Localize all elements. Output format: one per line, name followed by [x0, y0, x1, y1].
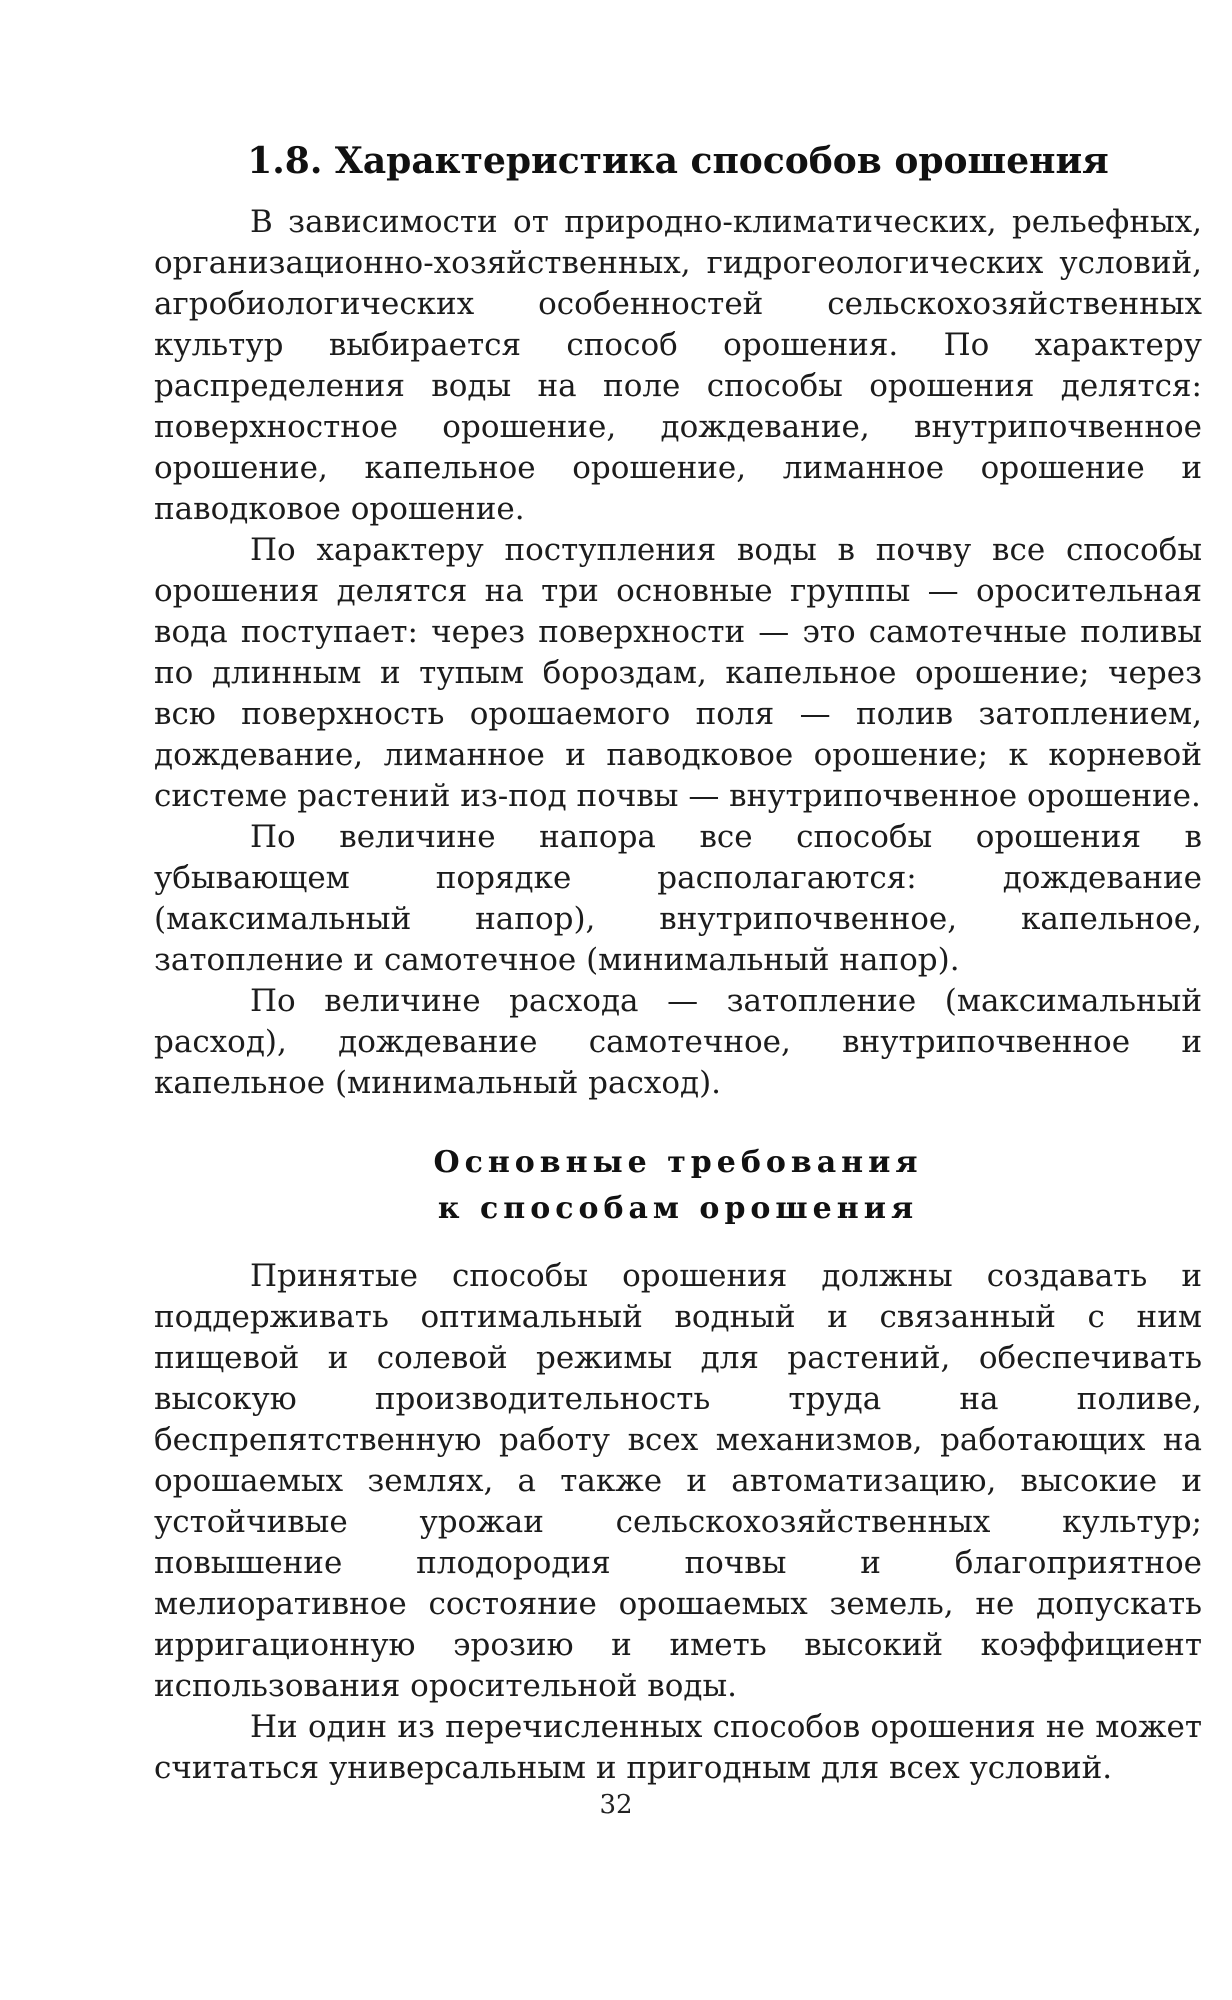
section-title: 1.8. Характеристика способов орошения: [247, 140, 1109, 182]
subsection-title: [154, 1140, 1202, 1232]
paragraph-4: По величине расхода — затопление (максимальный расход), дождевание самотечное, внутрипочвенное и капельное (минимальный расход).: [154, 983, 1202, 1101]
subsection-title-line-1: Основные требования: [433, 1145, 923, 1180]
paragraph-6: Ни один из перечисленных способов орошения не может считаться универсальным и пригодным для всех условий.: [154, 1709, 1202, 1786]
paragraph-3: По величине напора все способы орошения в убывающем порядке располагаются: дождевание (максимальный напор), внутрипочвенное, капельное, затопление и самотечное (минимальный напор).: [154, 819, 1202, 978]
paragraph-5: Принятые способы орошения должны создавать и поддерживать оптимальный водный и связанный с ним пищевой и солевой режимы для растений, обеспечивать высокую производительность труда на поливе, беспрепятственную работу всех механизмов, работающих на орошаемых землях, а также и автоматизацию, высокие и устойчивые урожаи сельскохозяйственных культур; повышение плодородия почвы и благоприятное мелиоративное состояние орошаемых земель, не допускать ирригационную эрозию и иметь высокий коэффициент использования оросительной воды.: [154, 1258, 1202, 1704]
page-number: 32: [599, 1790, 633, 1820]
book-page: [154, 138, 1202, 1789]
paragraph-2: По характеру поступления воды в почву все способы орошения делятся на три основные группы — оросительная вода поступает: через поверхности — это самотечные поливы по длинным и тупым бороздам, капельное орошение; через всю поверхность орошаемого поля — полив затоплением, дождевание, лиманное и паводковое орошение; к корневой системе растений из-под почвы — внутрипочвенное орошение.: [154, 532, 1202, 814]
paragraph-1: В зависимости от природно-климатических, рельефных, организационно-хозяйственных, гидрогеологических условий, агробиологических особенностей сельскохозяйственных культур выбирается способ орошения. По характеру распределения воды на поле способы орошения делятся: поверхностное орошение, дождевание, внутрипочвенное орошение, капельное орошение, лиманное орошение и паводковое орошение.: [154, 204, 1202, 527]
subsection-title-line-2: к способам орошения: [437, 1191, 919, 1226]
